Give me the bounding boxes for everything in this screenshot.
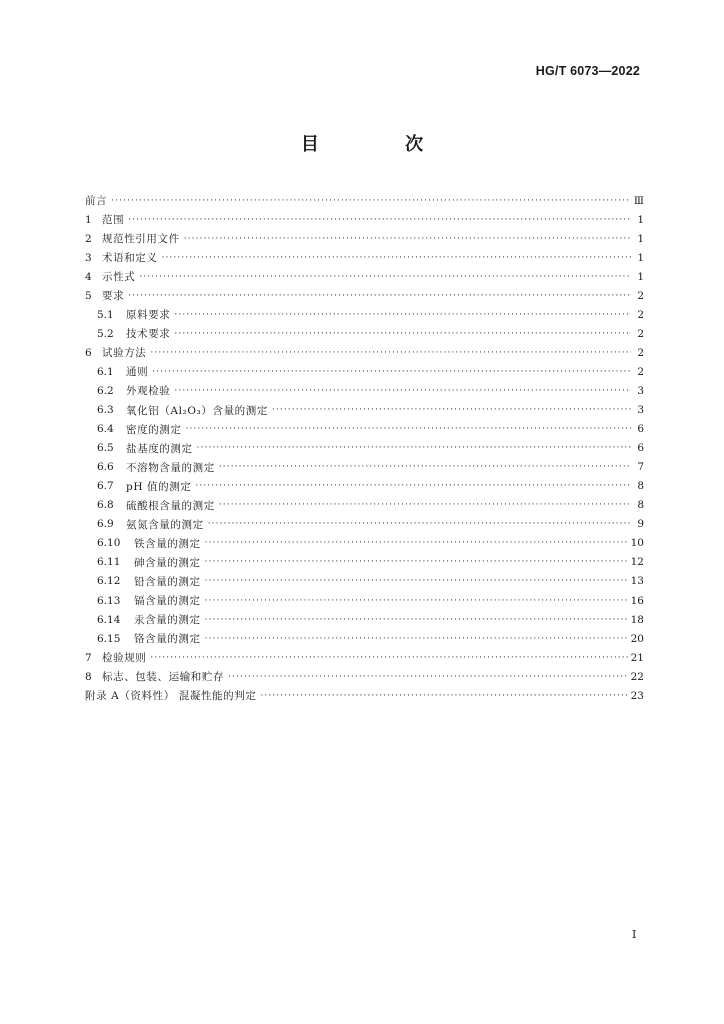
toc-leader-dots xyxy=(174,310,631,320)
toc-entry-terms[interactable] xyxy=(85,248,644,267)
toc-entry-page: 2 xyxy=(637,346,644,359)
toc-leader-dots xyxy=(195,481,631,491)
toc-entry-title: 氨氮含量的测定 xyxy=(126,518,204,531)
toc-leader-dots xyxy=(272,405,631,415)
toc-entry-page: 7 xyxy=(637,461,644,474)
toc-entry-page: 23 xyxy=(630,689,644,702)
toc-leader-dots xyxy=(111,196,631,206)
toc-entry-page: 2 xyxy=(637,308,644,321)
toc-entry-5-2[interactable] xyxy=(85,324,644,343)
toc-entry-page: 20 xyxy=(630,632,644,645)
toc-entry-title: 氧化铝（Al₂O₃）含量的测定 xyxy=(126,404,268,417)
toc-entry-title: 不溶物含量的测定 xyxy=(126,461,215,474)
toc-entry-requirements[interactable] xyxy=(85,286,644,305)
toc-entry-6-7[interactable] xyxy=(85,477,644,496)
toc-entry-title: 镉含量的测定 xyxy=(134,595,201,607)
toc-entry-page: 1 xyxy=(637,251,644,264)
toc-entry-title: 前言 xyxy=(85,195,108,208)
toc-entry-number: 6.12 xyxy=(97,575,121,588)
toc-entry-number: 6.14 xyxy=(97,613,121,626)
toc-entry-number: 6.8 xyxy=(97,499,114,512)
toc-leader-dots xyxy=(174,329,631,339)
toc-entry-title: 密度的测定 xyxy=(126,423,182,436)
toc-entry-number: 6.5 xyxy=(97,442,114,455)
toc-entry-appendix-a[interactable] xyxy=(85,686,644,705)
toc-entry-6-5[interactable] xyxy=(85,439,644,458)
toc-entry-title: 附录 A（资料性） 混凝性能的判定 xyxy=(85,690,257,703)
toc-entry-6-9[interactable] xyxy=(85,515,644,534)
toc-leader-dots xyxy=(174,386,631,396)
toc-entry-page: 2 xyxy=(637,327,644,340)
toc-entry-title: 外观检验 xyxy=(126,385,171,398)
toc-entry-page: 6 xyxy=(637,442,644,455)
toc-entry-6-12[interactable] xyxy=(85,572,644,591)
toc-entry-number: 2 xyxy=(85,232,92,245)
toc-entry-title: 术语和定义 xyxy=(102,252,158,265)
toc-entry-title: 原料要求 xyxy=(126,309,171,322)
toc-entry-6-3[interactable] xyxy=(85,401,644,420)
toc-entry-title: 盐基度的测定 xyxy=(126,442,193,455)
toc-entry-title: 铅含量的测定 xyxy=(134,575,201,588)
toc-entry-page: 2 xyxy=(637,365,644,378)
toc-leader-dots xyxy=(139,272,631,282)
toc-leader-dots xyxy=(186,424,632,434)
toc-entry-title: 硫酸根含量的测定 xyxy=(126,499,215,512)
toc-entry-title: 示性式 xyxy=(102,271,136,284)
toc-entry-number: 6.1 xyxy=(97,365,114,378)
page-number: Ⅰ xyxy=(632,928,637,941)
toc-entry-page: 12 xyxy=(630,556,644,569)
toc-entry-page: 1 xyxy=(637,213,644,226)
toc-entry-title: 铁含量的测定 xyxy=(134,537,201,550)
toc-leader-dots xyxy=(228,672,628,682)
toc-entry-page: Ⅲ xyxy=(633,194,644,207)
toc-entry-page: 22 xyxy=(630,670,644,683)
toc-entry-6-6[interactable] xyxy=(85,458,644,477)
toc-entry-page: 8 xyxy=(637,499,644,512)
toc-entry-page: 3 xyxy=(637,404,644,417)
toc-leader-dots xyxy=(260,691,627,701)
toc-entry-title: 试验方法 xyxy=(102,347,147,360)
toc-entry-number: 6.13 xyxy=(97,594,121,607)
toc-entry-title: 标志、包装、运输和贮存 xyxy=(102,671,225,684)
toc-entry-6-14[interactable] xyxy=(85,610,644,629)
toc-entry-number: 6.9 xyxy=(97,518,114,531)
toc-entry-number: 6.6 xyxy=(97,461,114,474)
toc-entry-page: 6 xyxy=(637,423,644,436)
toc-entry-page: 2 xyxy=(637,289,644,302)
toc-leader-dots xyxy=(205,557,628,567)
toc-entry-number: 6.3 xyxy=(97,404,114,417)
toc-leader-dots xyxy=(205,596,628,606)
toc-leader-dots xyxy=(152,367,631,377)
toc-entry-page: 1 xyxy=(637,270,644,283)
toc-leader-dots xyxy=(205,615,628,625)
toc-entry-title: 规范性引用文件 xyxy=(102,233,180,246)
toc-entry-title: 砷含量的测定 xyxy=(134,556,201,569)
toc-entry-page: 18 xyxy=(630,613,644,626)
toc-entry-number: 6.4 xyxy=(97,423,114,436)
toc-entry-page: 9 xyxy=(637,518,644,531)
toc-entry-title: 汞含量的测定 xyxy=(134,614,201,627)
toc-leader-dots xyxy=(184,234,631,244)
toc-entry-6-1[interactable] xyxy=(85,362,644,381)
toc-entry-scope[interactable] xyxy=(85,210,644,229)
toc-entry-page: 16 xyxy=(630,594,644,607)
toc-entry-number: 6.7 xyxy=(97,480,114,493)
toc-leader-dots xyxy=(197,443,631,453)
toc-entry-inspection-rules[interactable] xyxy=(85,648,644,667)
toc-entry-title: 范围 xyxy=(102,214,125,227)
toc-entry-number: 5.1 xyxy=(97,308,114,321)
toc-entry-page: 1 xyxy=(637,232,644,245)
toc-entry-title: 技术要求 xyxy=(126,328,171,341)
toc-entry-page: 21 xyxy=(630,651,644,664)
toc-entry-number: 7 xyxy=(85,651,92,664)
standard-number: HG/T 6073—2022 xyxy=(535,64,640,78)
toc-entry-number: 4 xyxy=(85,270,92,283)
toc-entry-6-13[interactable] xyxy=(85,591,644,610)
toc-entry-number: 1 xyxy=(85,213,92,226)
toc-leader-dots xyxy=(219,462,631,472)
toc-entry-6-4[interactable] xyxy=(85,420,644,439)
toc-entry-number: 6 xyxy=(85,346,92,359)
toc-entry-title: pH 值的测定 xyxy=(126,480,192,493)
toc-entry-page: 10 xyxy=(630,537,644,550)
toc-leader-dots xyxy=(128,215,631,225)
toc-entry-title: 要求 xyxy=(102,290,125,303)
toc-leader-dots xyxy=(150,653,627,663)
toc-entry-test-methods[interactable] xyxy=(85,343,644,362)
toc-entry-number: 6.2 xyxy=(97,384,114,397)
toc-entry-number: 6.11 xyxy=(97,556,121,569)
toc-entry-formula[interactable] xyxy=(85,267,644,286)
toc-leader-dots xyxy=(205,538,628,548)
toc-entry-6-8[interactable] xyxy=(85,496,644,515)
toc-entry-number: 5 xyxy=(85,289,92,302)
toc-entry-5-1[interactable] xyxy=(85,305,644,324)
toc-entry-number: 6.10 xyxy=(97,537,121,550)
toc-leader-dots xyxy=(219,500,631,510)
toc-entry-page: 8 xyxy=(637,480,644,493)
toc-title: 目 次 xyxy=(300,134,464,155)
toc-entry-6-2[interactable] xyxy=(85,381,644,400)
toc-leader-dots xyxy=(128,291,631,301)
toc-leader-dots xyxy=(208,519,631,529)
toc-entry-number: 3 xyxy=(85,251,92,264)
toc-entry-6-15[interactable] xyxy=(85,629,644,648)
toc-leader-dots xyxy=(162,253,632,263)
toc-leader-dots xyxy=(205,576,628,586)
toc-leader-dots xyxy=(150,348,631,358)
toc-entry-page: 3 xyxy=(637,384,644,397)
toc-leader-dots xyxy=(205,634,628,644)
toc-entry-title: 检验规则 xyxy=(102,652,147,665)
toc-entry-title: 铬含量的测定 xyxy=(134,633,201,646)
toc-entry-preface[interactable] xyxy=(85,191,644,210)
toc-entry-normative-references[interactable] xyxy=(85,229,644,248)
toc-entry-title: 通则 xyxy=(126,366,149,379)
toc-entry-number: 6.15 xyxy=(97,632,121,645)
toc-entry-page: 13 xyxy=(630,575,644,588)
toc-entry-number: 5.2 xyxy=(97,327,114,340)
toc-entry-6-10[interactable] xyxy=(85,534,644,553)
toc-entry-6-11[interactable] xyxy=(85,553,644,572)
table-of-contents xyxy=(85,191,644,705)
toc-entry-marking-packaging[interactable] xyxy=(85,667,644,686)
toc-entry-number: 8 xyxy=(85,670,92,683)
